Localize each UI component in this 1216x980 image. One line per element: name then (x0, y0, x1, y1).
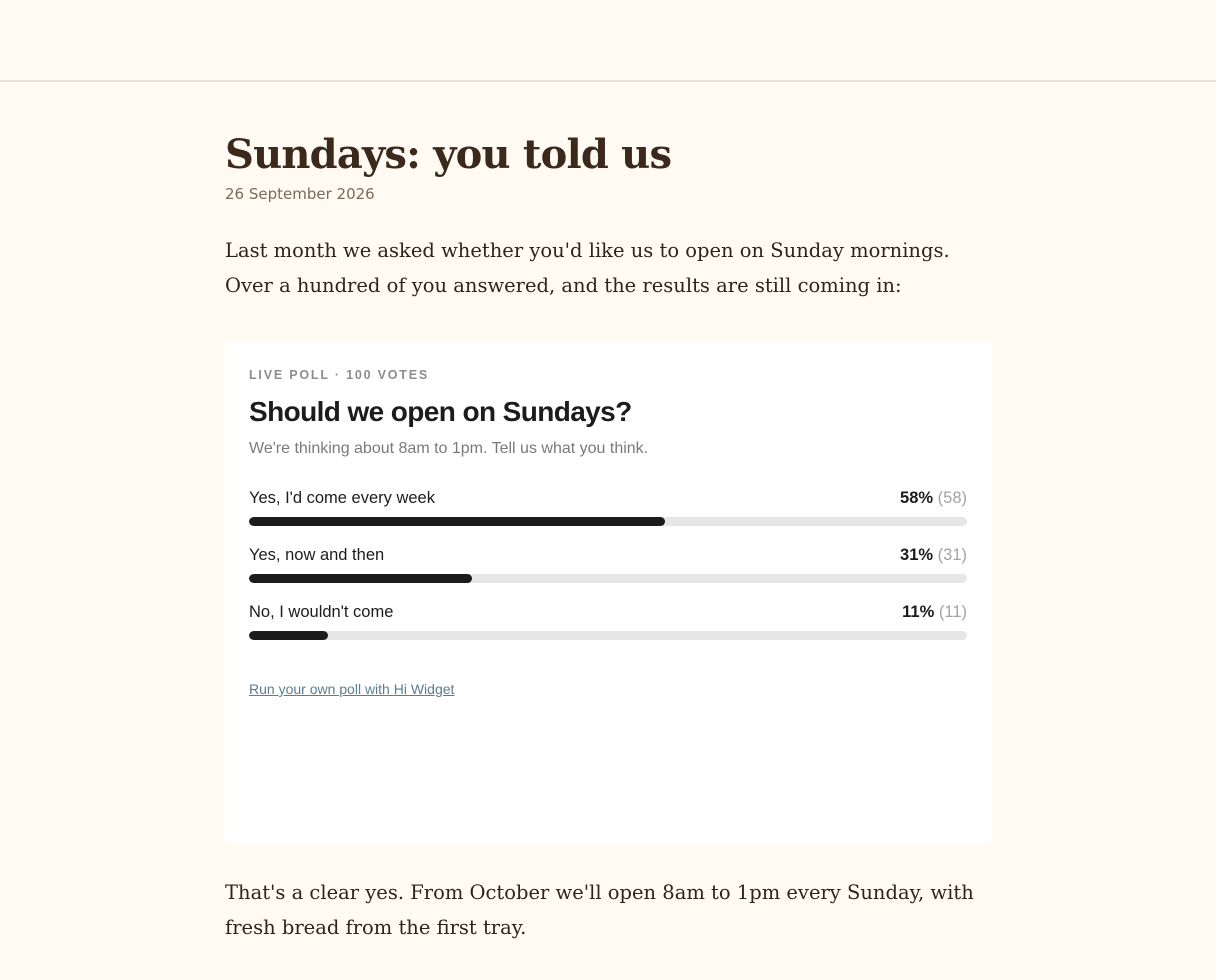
poll-option-label: No, I wouldn't come (249, 603, 394, 621)
article-title: Sundays: you told us (225, 131, 672, 178)
poll-question: Should we open on Sundays? (249, 396, 632, 427)
poll-option-count: (11) (938, 603, 967, 621)
poll-option-percent: 31% (900, 546, 934, 564)
poll-option-percent: 11% (902, 603, 935, 621)
article (225, 84, 991, 945)
top-header-bar (0, 0, 1216, 82)
poll-option-label: Yes, now and then (249, 546, 385, 564)
poll-option-now-and-then[interactable] (249, 546, 967, 583)
poll-result-bar-track (249, 574, 967, 583)
hi-widget-link[interactable]: Run your own poll with Hi Widget (249, 681, 455, 697)
poll-widget (225, 342, 991, 844)
poll-option-wouldnt-come[interactable] (249, 603, 967, 640)
poll-option-label: Yes, I'd come every week (249, 489, 435, 507)
article-date: 26 September 2026 (225, 185, 375, 203)
poll-result-bar-track (249, 517, 967, 526)
poll-result-bar-fill (249, 631, 328, 640)
poll-option-count: (58) (937, 489, 967, 507)
poll-option-percent: 58% (900, 489, 934, 507)
outro-paragraph: That's a clear yes. From October we'll open 8am to 1pm every Sunday, with fresh bread from the first tray. (225, 881, 974, 939)
poll-option-every-week[interactable] (249, 489, 967, 526)
poll-meta: LIVE POLL · 100 VOTES (249, 368, 429, 382)
poll-result-bar-fill (249, 517, 665, 526)
poll-result-bar-track (249, 631, 967, 640)
poll-result-bar-fill (249, 574, 472, 583)
poll-options (249, 489, 967, 640)
poll-subtitle: We're thinking about 8am to 1pm. Tell us what you think. (249, 440, 649, 457)
poll-option-count: (31) (937, 546, 967, 564)
intro-paragraph: Last month we asked whether you'd like us to open on Sunday mornings. Over a hundred of you answered, and the results are still coming in: (225, 239, 950, 297)
